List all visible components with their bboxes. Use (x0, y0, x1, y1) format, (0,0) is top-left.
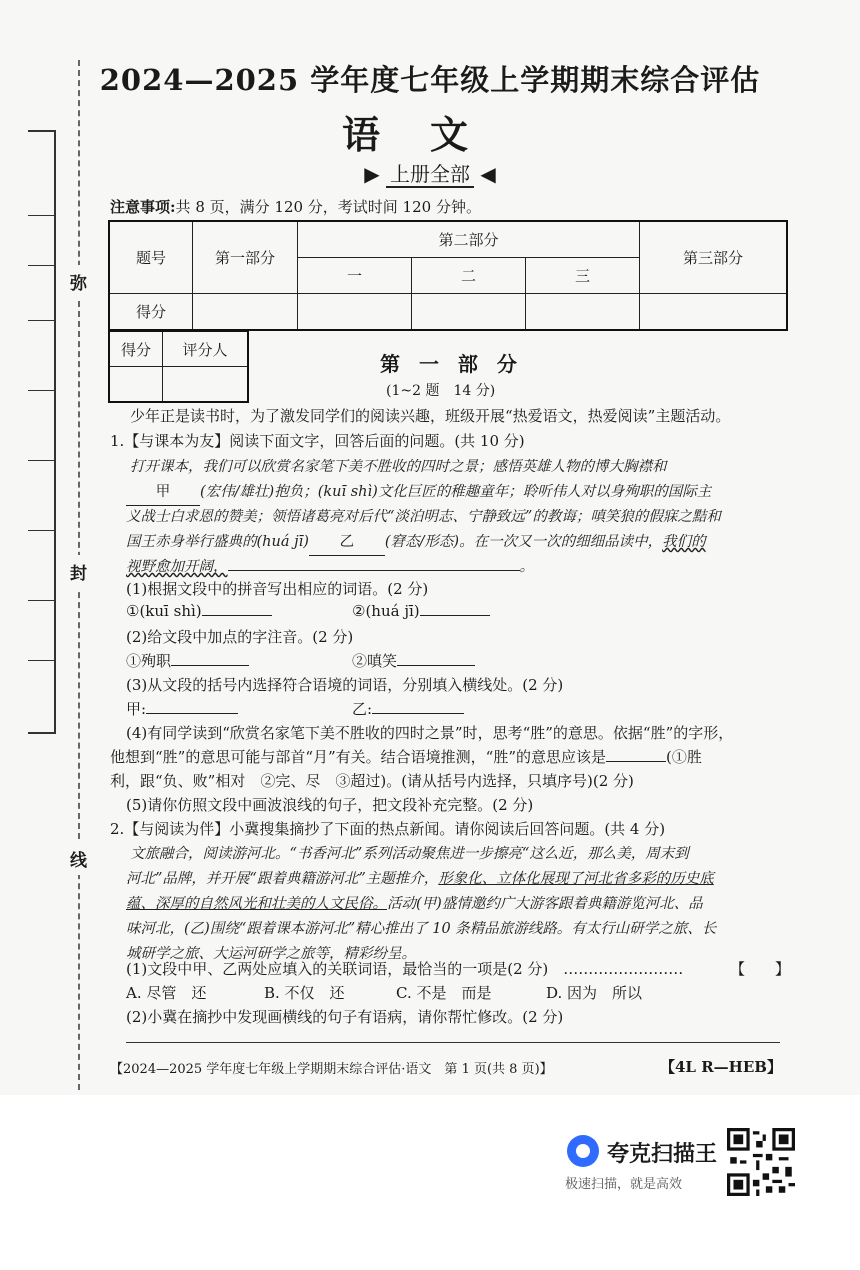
notice-text: 共 8 页，满分 120 分，考试时间 120 分钟。 (175, 198, 481, 216)
q1-sub4-line1: (4)有同学读到“欣赏名家笔下美不胜收的四时之景”时，思考“胜”的意思。依据“胜”的字形， (126, 724, 734, 742)
q1-sub2-a (126, 650, 249, 671)
footer-text: 【2024—2025 学年度七年级上学期期末综合评估·语文 第 1 页(共 8 页)】 (110, 1062, 553, 1077)
scanner-logo-icon (565, 1133, 601, 1169)
grader-table-grader: 评分人 (163, 331, 249, 367)
q2-passage-line3-b: 活动(甲)盛情邀约广大游客跟着典籍游览河北、品 (387, 896, 703, 912)
triangle-right-icon: ▶ (364, 162, 380, 186)
binding-label-mi: 弥 (70, 265, 87, 298)
scope-banner (0, 158, 860, 187)
q1-passage-wavy-a: 我们的 (662, 534, 706, 550)
part-one-title: 第 一 部 分 (380, 352, 523, 376)
binding-margin-box (28, 130, 56, 734)
q1-passage-wavy-b: 视野愈加开阔， (126, 559, 228, 575)
score-table-part2-sub3: 三 (525, 258, 639, 294)
scanner-slogan: 极速扫描，就是高效 (565, 1177, 683, 1192)
q1-sub5: (5)请你仿照文段中画波浪线的句子，把文段补充完整。(2 分) (126, 796, 534, 814)
answer-blank[interactable] (202, 615, 272, 616)
q1-sub2: (2)给文段中加点的字注音。(2 分) (126, 628, 354, 646)
q1-title: 1.【与课本为友】阅读下面文字，回答后面的问题。(共 10 分) (110, 432, 525, 450)
q2-passage-line3 (126, 892, 703, 917)
q1-sub3-a-label: 甲: (126, 700, 147, 718)
q2-sub1: (1)文段中甲、乙两处应填入的关联词语，最恰当的一项是(2 分) …………………… (126, 960, 684, 978)
q1-passage-line3: 义战士白求恩的赞美；领悟诸葛亮对后代“淡泊明志、宁静致远”的教诲；嗔笑狼的假寐之黠和 (126, 509, 721, 525)
grader-score-cell[interactable] (109, 367, 163, 403)
q2-passage-line4: 味河北，(乙)围绕“跟着课本游河北”精心推出了 10 条精品旅游线路。有太行山研学之旅、长 (126, 921, 717, 937)
q2-option-c[interactable]: C. 不是 而是 (396, 984, 492, 1002)
q1-sub1: (1)根据文段中的拼音写出相应的词语。(2 分) (126, 580, 429, 598)
subject-title: 语文 (341, 112, 518, 157)
triangle-left-icon: ◀ (480, 162, 496, 186)
score-table-part2: 第二部分 (298, 221, 640, 258)
q1-sub1-b-label: ②(huá jī) (352, 602, 420, 620)
q1-sub4-line2 (110, 746, 702, 767)
q1-sub2-b-label: ②嗔笑 (352, 652, 398, 670)
qr-code-icon (727, 1128, 795, 1196)
binding-label-xian: 线 (70, 842, 87, 875)
binding-label-feng: 封 (70, 555, 87, 588)
q2-option-a[interactable]: A. 尽管 还 (126, 984, 207, 1002)
q2-passage-line2-a: 河北”品牌，并开展“跟着典籍游河北”主题推介， (126, 871, 439, 887)
q1-sub4-line3: 利，跟“负、败”相对 ②完、尽 ③超过)。(请从括号内选择，只填序号)(2 分) (110, 772, 634, 790)
q1-sub4-line2-tail: (①胜 (666, 748, 702, 766)
q1-passage-line5 (126, 555, 534, 580)
q1-sub3-b (352, 698, 464, 719)
q2-option-d[interactable]: D. 因为 所以 (546, 984, 643, 1002)
q1-passage-line1: 打开课本，我们可以欣赏名家笔下美不胜收的四时之景；感悟英雄人物的博大胸襟和 (130, 459, 667, 475)
footer-code: 【4L R—HEB】 (660, 1058, 782, 1076)
score-cell[interactable] (525, 294, 639, 331)
period: 。 (519, 559, 534, 575)
q2-passage-line1: 文旅融合，阅读游河北。“书香河北”系列活动聚焦进一步擦亮“这么近，那么美，周末到 (130, 846, 689, 862)
q1-sub3-b-label: 乙: (352, 700, 373, 718)
q2-underlined-sentence-a: 形象化、立体化展现了河北省多彩的历史底 (438, 871, 714, 887)
scanner-watermark (565, 1133, 718, 1192)
score-cell[interactable] (411, 294, 525, 331)
answer-line[interactable] (126, 1042, 780, 1043)
q1-passage-line4 (126, 530, 706, 556)
q1-sub2-a-label: ①殉职 (126, 652, 172, 670)
q2-underlined-sentence-b: 蕴、深厚的自然风光和壮美的人文民俗。 (126, 896, 387, 912)
q1-passage-line2-text: (宏伟/雄壮)抱负；(kuī shì)文化巨匠的稚趣童年；聆听伟人对以身殉职的国际主 (200, 484, 712, 500)
q1-passage-line4-b: (窘态/形态)。在一次又一次的细细品读中， (384, 534, 663, 550)
q1-sub1-a-label: ①(kuī shì) (126, 602, 202, 620)
answer-blank[interactable] (397, 665, 475, 666)
answer-blank[interactable] (606, 761, 666, 762)
answer-blank[interactable] (171, 665, 249, 666)
q2-title: 2.【与阅读为伴】小冀搜集摘抄了下面的热点新闻。请你阅读后回答问题。(共 4 分) (110, 820, 666, 838)
q1-sub3: (3)从文段的括号内选择符合语境的词语，分别填入横线处。(2 分) (126, 676, 564, 694)
q2-passage-line2 (126, 867, 714, 892)
notice (110, 196, 481, 217)
q1-sub2-b (352, 650, 475, 671)
exam-title: 2024—2025 学年度七年级上学期期末综合评估 (99, 63, 761, 97)
scope-label: 上册全部 (386, 162, 474, 188)
notice-label: 注意事项: (110, 198, 176, 216)
grader-name-cell[interactable] (163, 367, 249, 403)
grader-table-score: 得分 (109, 331, 163, 367)
part-one-range: (1~2 题 14 分) (386, 383, 496, 399)
answer-blank[interactable] (420, 615, 490, 616)
q2-passage-line5: 城研学之旅、大运河研学之旅等，精彩纷呈。 (126, 946, 416, 962)
imitation-blank[interactable] (228, 570, 520, 571)
q1-sub1-b (352, 602, 490, 620)
intro-text: 少年正是读书时，为了激发同学们的阅读兴趣，班级开展“热爱语文，热爱阅读”主题活动。 (130, 407, 731, 425)
score-cell[interactable] (193, 294, 298, 331)
q2-sub2: (2)小冀在摘抄中发现画横线的句子有语病，请你帮忙修改。(2 分) (126, 1008, 564, 1026)
score-table-part2-sub2: 二 (411, 258, 525, 294)
grader-table (108, 330, 249, 403)
blank-yi[interactable]: 乙 (309, 530, 385, 556)
score-table-part2-sub1: 一 (298, 258, 412, 294)
answer-blank[interactable] (372, 713, 464, 714)
q1-passage-line4-a: 国王赤身举行盛典的(huá jī) (126, 534, 309, 550)
score-cell[interactable] (298, 294, 412, 331)
q2-answer-bracket[interactable]: 【 】 (730, 960, 791, 978)
score-table-score-label: 得分 (109, 294, 193, 331)
answer-blank[interactable] (146, 713, 238, 714)
score-table (108, 220, 788, 331)
score-table-part3: 第三部分 (640, 221, 788, 294)
blank-jia[interactable]: 甲 (126, 480, 200, 506)
q1-passage-line2 (126, 480, 711, 506)
q2-option-b[interactable]: B. 不仅 还 (264, 984, 345, 1002)
score-table-row-label: 题号 (109, 221, 193, 294)
score-table-part1: 第一部分 (193, 221, 298, 294)
q1-sub3-a (126, 698, 238, 719)
q1-sub1-a (126, 602, 272, 620)
score-cell[interactable] (640, 294, 788, 331)
q1-sub4-line2-text: 他想到“胜”的意思可能与部首“月”有关。结合语境推测，“胜”的意思应该是 (110, 748, 607, 766)
scanner-name: 夸克扫描王 (607, 1142, 718, 1167)
